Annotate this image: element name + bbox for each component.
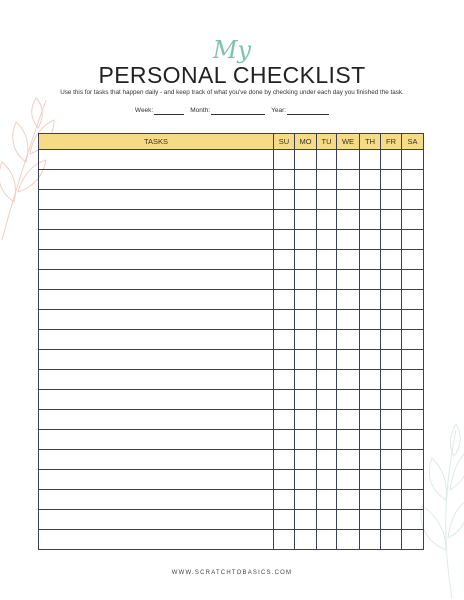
check-cell-fr[interactable]: [381, 490, 402, 510]
check-cell-su[interactable]: [274, 230, 295, 250]
check-cell-sa[interactable]: [402, 350, 424, 370]
check-cell-sa[interactable]: [402, 230, 424, 250]
check-cell-th[interactable]: [360, 190, 381, 210]
check-cell-mo[interactable]: [295, 410, 317, 430]
check-cell-fr[interactable]: [381, 150, 402, 170]
check-cell-sa[interactable]: [402, 170, 424, 190]
page-instructions: Use this for tasks that happen daily - and keep track of what you've done by checking under each day you finished the task.: [60, 89, 404, 96]
table-row: [39, 490, 424, 510]
year-label: Year:: [271, 107, 287, 114]
check-cell-tu[interactable]: [317, 190, 337, 210]
page-title: PERSONAL CHECKLIST: [98, 62, 366, 88]
check-cell-tu[interactable]: [317, 470, 337, 490]
check-cell-th[interactable]: [360, 230, 381, 250]
week-label: Week:: [134, 107, 154, 114]
check-cell-sa[interactable]: [402, 510, 424, 530]
check-cell-sa[interactable]: [402, 390, 424, 410]
check-cell-fr[interactable]: [381, 230, 402, 250]
check-cell-tu[interactable]: [317, 290, 337, 310]
task-cell[interactable]: [39, 370, 274, 390]
check-cell-tu[interactable]: [317, 510, 337, 530]
check-cell-fr[interactable]: [381, 410, 402, 430]
check-cell-th[interactable]: [360, 490, 381, 510]
check-cell-fr[interactable]: [381, 250, 402, 270]
check-cell-tu[interactable]: [317, 310, 337, 330]
task-cell[interactable]: [39, 210, 274, 230]
column-header-fr: FR: [381, 134, 402, 150]
check-cell-we[interactable]: [337, 310, 360, 330]
check-cell-fr[interactable]: [381, 190, 402, 210]
check-cell-we[interactable]: [337, 230, 360, 250]
check-cell-we[interactable]: [337, 530, 360, 550]
check-cell-su[interactable]: [274, 190, 295, 210]
check-cell-th[interactable]: [360, 410, 381, 430]
checklist-body: [39, 150, 424, 550]
table-row: [39, 510, 424, 530]
check-cell-fr[interactable]: [381, 530, 402, 550]
column-header-tu: TU: [317, 134, 337, 150]
script-title: My: [212, 36, 252, 64]
check-cell-sa[interactable]: [402, 150, 424, 170]
check-cell-we[interactable]: [337, 430, 360, 450]
check-cell-mo[interactable]: [295, 310, 317, 330]
table-row: [39, 270, 424, 290]
check-cell-su[interactable]: [274, 330, 295, 350]
check-cell-su[interactable]: [274, 270, 295, 290]
task-cell[interactable]: [39, 310, 274, 330]
check-cell-sa[interactable]: [402, 430, 424, 450]
year-blank[interactable]: [287, 107, 329, 115]
table-row: [39, 530, 424, 550]
check-cell-we[interactable]: [337, 510, 360, 530]
check-cell-sa[interactable]: [402, 410, 424, 430]
check-cell-mo[interactable]: [295, 270, 317, 290]
check-cell-fr[interactable]: [381, 430, 402, 450]
task-cell[interactable]: [39, 170, 274, 190]
check-cell-we[interactable]: [337, 190, 360, 210]
check-cell-tu[interactable]: [317, 430, 337, 450]
check-cell-sa[interactable]: [402, 470, 424, 490]
check-cell-tu[interactable]: [317, 410, 337, 430]
task-cell[interactable]: [39, 150, 274, 170]
check-cell-tu[interactable]: [317, 250, 337, 270]
check-cell-su[interactable]: [274, 310, 295, 330]
check-cell-mo[interactable]: [295, 390, 317, 410]
check-cell-we[interactable]: [337, 270, 360, 290]
table-row: [39, 370, 424, 390]
year-field[interactable]: [271, 107, 329, 115]
month-field[interactable]: [190, 107, 265, 115]
check-cell-th[interactable]: [360, 290, 381, 310]
task-cell[interactable]: [39, 190, 274, 210]
check-cell-su[interactable]: [274, 430, 295, 450]
check-cell-su[interactable]: [274, 410, 295, 430]
check-cell-we[interactable]: [337, 210, 360, 230]
check-cell-th[interactable]: [360, 210, 381, 230]
check-cell-we[interactable]: [337, 350, 360, 370]
check-cell-we[interactable]: [337, 490, 360, 510]
column-header-tasks: TASKS: [39, 134, 274, 150]
task-cell[interactable]: [39, 510, 274, 530]
task-cell[interactable]: [39, 430, 274, 450]
check-cell-th[interactable]: [360, 270, 381, 290]
check-cell-fr[interactable]: [381, 270, 402, 290]
check-cell-tu[interactable]: [317, 390, 337, 410]
check-cell-th[interactable]: [360, 310, 381, 330]
check-cell-fr[interactable]: [381, 450, 402, 470]
check-cell-sa[interactable]: [402, 290, 424, 310]
check-cell-su[interactable]: [274, 510, 295, 530]
table-row: [39, 310, 424, 330]
table-row: [39, 150, 424, 170]
check-cell-mo[interactable]: [295, 150, 317, 170]
column-header-mo: MO: [295, 134, 317, 150]
check-cell-we[interactable]: [337, 390, 360, 410]
check-cell-sa[interactable]: [402, 270, 424, 290]
check-cell-mo[interactable]: [295, 530, 317, 550]
check-cell-fr[interactable]: [381, 390, 402, 410]
check-cell-su[interactable]: [274, 490, 295, 510]
task-cell[interactable]: [39, 270, 274, 290]
check-cell-fr[interactable]: [381, 210, 402, 230]
check-cell-fr[interactable]: [381, 470, 402, 490]
check-cell-th[interactable]: [360, 370, 381, 390]
date-fields: [0, 107, 464, 115]
check-cell-su[interactable]: [274, 450, 295, 470]
check-cell-th[interactable]: [360, 390, 381, 410]
check-cell-we[interactable]: [337, 450, 360, 470]
check-cell-su[interactable]: [274, 210, 295, 230]
check-cell-th[interactable]: [360, 470, 381, 490]
task-cell[interactable]: [39, 490, 274, 510]
check-cell-mo[interactable]: [295, 290, 317, 310]
check-cell-we[interactable]: [337, 250, 360, 270]
check-cell-su[interactable]: [274, 290, 295, 310]
check-cell-fr[interactable]: [381, 170, 402, 190]
table-row: [39, 230, 424, 250]
table-row: [39, 430, 424, 450]
check-cell-su[interactable]: [274, 250, 295, 270]
check-cell-su[interactable]: [274, 470, 295, 490]
check-cell-we[interactable]: [337, 470, 360, 490]
check-cell-tu[interactable]: [317, 530, 337, 550]
check-cell-th[interactable]: [360, 350, 381, 370]
table-row: [39, 290, 424, 310]
month-label: Month:: [190, 107, 211, 114]
check-cell-mo[interactable]: [295, 490, 317, 510]
table-row: [39, 330, 424, 350]
task-cell[interactable]: [39, 290, 274, 310]
check-cell-sa[interactable]: [402, 530, 424, 550]
check-cell-mo[interactable]: [295, 330, 317, 350]
task-cell[interactable]: [39, 230, 274, 250]
table-row: [39, 210, 424, 230]
task-cell[interactable]: [39, 470, 274, 490]
check-cell-we[interactable]: [337, 290, 360, 310]
check-cell-mo[interactable]: [295, 470, 317, 490]
check-cell-th[interactable]: [360, 510, 381, 530]
check-cell-sa[interactable]: [402, 210, 424, 230]
table-row: [39, 250, 424, 270]
check-cell-mo[interactable]: [295, 230, 317, 250]
column-header-su: SU: [274, 134, 295, 150]
check-cell-th[interactable]: [360, 530, 381, 550]
check-cell-th[interactable]: [360, 330, 381, 350]
table-row: [39, 190, 424, 210]
check-cell-mo[interactable]: [295, 250, 317, 270]
task-cell[interactable]: [39, 450, 274, 470]
check-cell-mo[interactable]: [295, 190, 317, 210]
table-row: [39, 450, 424, 470]
check-cell-tu[interactable]: [317, 210, 337, 230]
check-cell-tu[interactable]: [317, 170, 337, 190]
check-cell-sa[interactable]: [402, 490, 424, 510]
check-cell-mo[interactable]: [295, 510, 317, 530]
table-row: [39, 170, 424, 190]
check-cell-tu[interactable]: [317, 370, 337, 390]
check-cell-tu[interactable]: [317, 450, 337, 470]
check-cell-tu[interactable]: [317, 350, 337, 370]
check-cell-sa[interactable]: [402, 310, 424, 330]
check-cell-su[interactable]: [274, 150, 295, 170]
checklist-table: [38, 133, 424, 550]
check-cell-tu[interactable]: [317, 270, 337, 290]
table-row: [39, 390, 424, 410]
check-cell-fr[interactable]: [381, 370, 402, 390]
check-cell-th[interactable]: [360, 150, 381, 170]
check-cell-mo[interactable]: [295, 450, 317, 470]
column-header-sa: SA: [402, 134, 424, 150]
week-blank[interactable]: [154, 107, 184, 115]
check-cell-su[interactable]: [274, 370, 295, 390]
footer-website: WWW.SCRATCHTOBASICS.COM: [171, 570, 293, 576]
task-cell[interactable]: [39, 250, 274, 270]
check-cell-fr[interactable]: [381, 510, 402, 530]
check-cell-sa[interactable]: [402, 370, 424, 390]
check-cell-th[interactable]: [360, 430, 381, 450]
check-cell-tu[interactable]: [317, 230, 337, 250]
check-cell-we[interactable]: [337, 150, 360, 170]
check-cell-th[interactable]: [360, 450, 381, 470]
check-cell-mo[interactable]: [295, 210, 317, 230]
task-cell[interactable]: [39, 350, 274, 370]
table-row: [39, 410, 424, 430]
check-cell-sa[interactable]: [402, 330, 424, 350]
check-cell-sa[interactable]: [402, 450, 424, 470]
check-cell-fr[interactable]: [381, 350, 402, 370]
check-cell-mo[interactable]: [295, 170, 317, 190]
check-cell-su[interactable]: [274, 170, 295, 190]
column-header-th: TH: [360, 134, 381, 150]
check-cell-th[interactable]: [360, 250, 381, 270]
check-cell-we[interactable]: [337, 330, 360, 350]
check-cell-fr[interactable]: [381, 290, 402, 310]
check-cell-fr[interactable]: [381, 330, 402, 350]
task-cell[interactable]: [39, 330, 274, 350]
check-cell-th[interactable]: [360, 170, 381, 190]
check-cell-sa[interactable]: [402, 190, 424, 210]
check-cell-tu[interactable]: [317, 490, 337, 510]
check-cell-mo[interactable]: [295, 370, 317, 390]
check-cell-su[interactable]: [274, 390, 295, 410]
check-cell-tu[interactable]: [317, 150, 337, 170]
task-cell[interactable]: [39, 390, 274, 410]
check-cell-we[interactable]: [337, 370, 360, 390]
column-header-we: WE: [337, 134, 360, 150]
check-cell-mo[interactable]: [295, 430, 317, 450]
week-field[interactable]: [135, 107, 184, 115]
check-cell-mo[interactable]: [295, 350, 317, 370]
table-header-row: [39, 134, 424, 150]
check-cell-su[interactable]: [274, 350, 295, 370]
check-cell-tu[interactable]: [317, 330, 337, 350]
table-row: [39, 350, 424, 370]
table-row: [39, 470, 424, 490]
check-cell-su[interactable]: [274, 530, 295, 550]
check-cell-fr[interactable]: [381, 310, 402, 330]
month-blank[interactable]: [211, 107, 265, 115]
check-cell-we[interactable]: [337, 410, 360, 430]
task-cell[interactable]: [39, 530, 274, 550]
check-cell-sa[interactable]: [402, 250, 424, 270]
check-cell-we[interactable]: [337, 170, 360, 190]
task-cell[interactable]: [39, 410, 274, 430]
